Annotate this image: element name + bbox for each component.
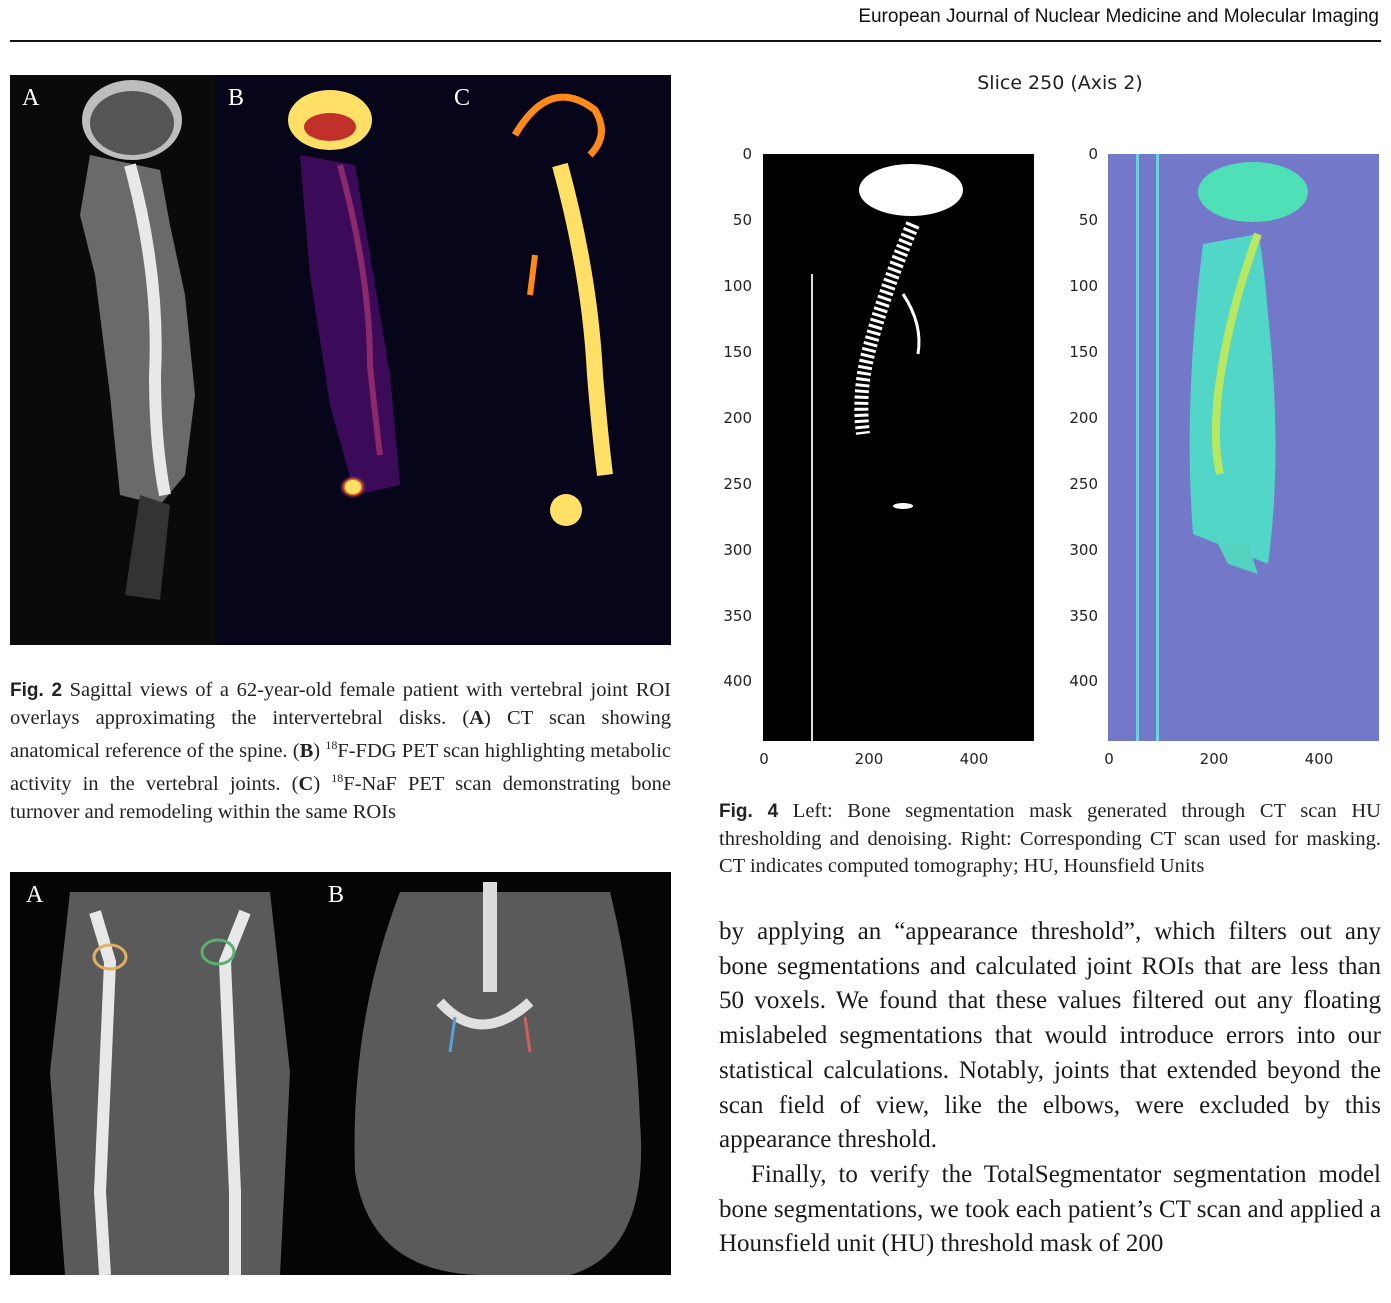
caption-bold-c: C	[298, 773, 314, 796]
figure-3-image	[10, 872, 671, 1275]
right-y-tick: 0	[1088, 145, 1098, 163]
caption-text: F-FDG PET scan highlighting metabolic activity in the vertebral joints. (	[10, 739, 671, 796]
left-y-tick: 50	[732, 211, 752, 229]
caption-bold-b: B	[299, 739, 314, 762]
caption-text: ) CT scan showing anatomical reference of the spine. (	[10, 706, 672, 762]
left-y-tick: 250	[723, 475, 752, 493]
fig2-label-a: A	[22, 85, 40, 111]
body-text	[719, 915, 1381, 1262]
header-rule	[10, 40, 1381, 42]
figure-2-image	[10, 75, 671, 645]
caption-superscript: 18	[331, 771, 344, 786]
figure-2-caption	[10, 677, 671, 826]
right-y-tick: 50	[1078, 211, 1098, 229]
caption-text: F-NaF PET scan demonstrating bone turnover and remodeling within the same ROIs	[10, 773, 672, 823]
figure-4-title: Slice 250 (Axis 2)	[977, 72, 1143, 94]
fig2-label-b: B	[228, 85, 245, 111]
right-y-tick: 100	[1069, 277, 1098, 295]
caption-text: Sagittal views of a 62-year-old female patient with vertebral joint ROI overlays approximating the intervertebral disks. (	[10, 679, 671, 729]
figure-4-caption	[719, 798, 1381, 881]
right-x-tick: 400	[1304, 750, 1334, 768]
fig3-panel-a-legs	[10, 872, 310, 1275]
fig2-label-c: C	[454, 85, 471, 111]
right-y-tick: 150	[1069, 343, 1098, 361]
left-y-tick: 200	[723, 409, 752, 427]
body-paragraph: by applying an “appearance threshold”, which filters out any bone segmentations and calculated joint ROIs that are less than 50 voxels. We found that these values filtered out any floating mislabeled segmentations that would introduce errors into our statistical calculations. Notably, joints that extended beyond the scan field of view, like the elbows, were excluded by this appearance threshold.	[719, 918, 1381, 1154]
right-y-tick: 400	[1069, 672, 1098, 690]
figure-2-label: Fig. 2	[10, 680, 63, 701]
caption-bold-a: A	[469, 706, 485, 729]
journal-header: European Journal of Nuclear Medicine and Molecular Imaging	[858, 6, 1379, 27]
fig3-label-b: B	[328, 882, 345, 908]
right-y-tick: 250	[1069, 475, 1098, 493]
fig3-panel-b-pelvis	[310, 872, 671, 1275]
left-y-tick: 0	[742, 145, 752, 163]
caption-text: )	[313, 773, 332, 796]
right-x-tick: 0	[1104, 750, 1114, 768]
left-y-tick: 300	[723, 541, 752, 559]
left-x-tick: 200	[854, 750, 884, 768]
left-y-tick: 150	[723, 343, 752, 361]
caption-superscript: 18	[325, 738, 338, 752]
left-x-tick: 400	[959, 750, 989, 768]
fig2-panel-a-ct	[10, 75, 215, 645]
caption-text: Left: Bone segmentation mask generated through CT scan HU thresholding and denoising. Right: Corresponding CT scan used for masking. CT indicates computed tomography; HU, Hounsfield Units	[719, 800, 1381, 877]
right-y-tick: 300	[1069, 541, 1098, 559]
left-y-tick: 350	[723, 607, 752, 625]
right-x-tick: 200	[1199, 750, 1229, 768]
figure-4-label: Fig. 4	[719, 801, 779, 822]
left-y-tick: 100	[723, 277, 752, 295]
fig3-label-a: A	[26, 882, 44, 908]
right-y-tick: 350	[1069, 607, 1098, 625]
figure-4-right-ct-plot	[1108, 154, 1379, 741]
figure-4-left-mask-plot	[763, 154, 1034, 741]
left-x-tick: 0	[759, 750, 769, 768]
caption-text: )	[313, 739, 326, 762]
fig2-panel-b-fdg-pet	[215, 75, 470, 645]
body-paragraph: Finally, to verify the TotalSegmentator segmentation model bone segmentations, we took each patient’s CT scan and applied a Hounsfield unit (HU) threshold mask of 200	[719, 1160, 1381, 1258]
left-y-tick: 400	[723, 672, 752, 690]
right-y-tick: 200	[1069, 409, 1098, 427]
fig2-panel-c-naf-pet	[470, 75, 671, 645]
